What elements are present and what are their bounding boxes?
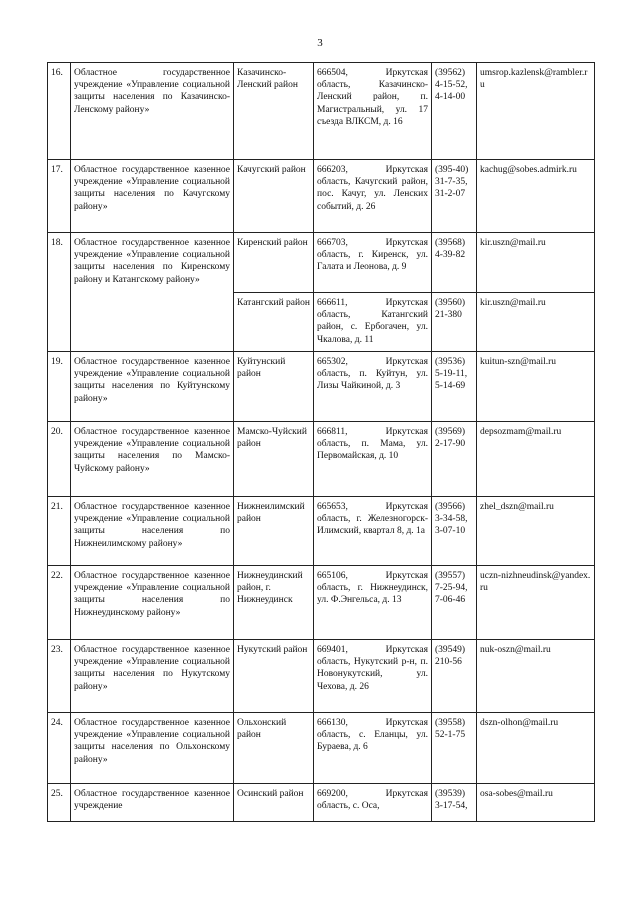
row-number: 18. — [48, 233, 71, 352]
institutions-table — [47, 62, 595, 822]
phone: (39566) 3-34-58, 3-07-10 — [432, 497, 477, 566]
institution-name: Областное государственное учреждение «Управление социальной защиты населения по Казачинско-Ленскому району» — [71, 63, 234, 160]
area-name: Мамско-Чуйский район — [234, 422, 314, 497]
address: 666203, Иркутская область, Качугский район, пос. Качуг, ул. Ленских событий, д. 26 — [314, 160, 432, 233]
email: nuk-oszn@mail.ru — [477, 640, 595, 713]
page-number: 3 — [317, 37, 323, 49]
phone: (39560) 21-380 — [432, 293, 477, 352]
address: 666703, Иркутская область, г. Киренск, ул. Галата и Леонова, д. 9 — [314, 233, 432, 293]
email: kir.uszn@mail.ru — [477, 293, 595, 352]
area-name: Нукутский район — [234, 640, 314, 713]
table-row — [48, 422, 595, 497]
row-number: 25. — [48, 784, 71, 822]
phone: (39549) 210-56 — [432, 640, 477, 713]
row-number: 21. — [48, 497, 71, 566]
row-number: 24. — [48, 713, 71, 784]
institution-name: Областное государственное казенное учреждение «Управление социальной защиты населения по Киренскому району и Катангскому району» — [71, 233, 234, 352]
table-row — [48, 784, 595, 822]
table-row — [48, 566, 595, 640]
address: 666811, Иркутская область, п. Мама, ул. Первомайская, д. 10 — [314, 422, 432, 497]
institution-name: Областное государственное казенное учреждение «Управление социальной защиты населения по Качугскому району» — [71, 160, 234, 233]
email: kuitun-szn@mail.ru — [477, 352, 595, 422]
table-row — [48, 713, 595, 784]
phone: (39539) 3-17-54, — [432, 784, 477, 822]
institution-name: Областное государственное казенное учреждение — [71, 784, 234, 822]
address: 665106, Иркутская область, г. Нижнеудинск, ул. Ф.Энгельса, д. 13 — [314, 566, 432, 640]
email: zhel_dszn@mail.ru — [477, 497, 595, 566]
row-number: 20. — [48, 422, 71, 497]
area-name: Киренский район — [234, 233, 314, 293]
row-number: 23. — [48, 640, 71, 713]
row-number: 16. — [48, 63, 71, 160]
institution-name: Областное государственное казенное учреждение «Управление социальной защиты населения по Нижнеудинскому району» — [71, 566, 234, 640]
table-row — [48, 63, 595, 160]
area-name: Катангский район — [234, 293, 314, 352]
row-number: 22. — [48, 566, 71, 640]
phone: (39569) 2-17-90 — [432, 422, 477, 497]
table-row — [48, 497, 595, 566]
address: 669200, Иркутская область, с. Оса, — [314, 784, 432, 822]
phone: (39558) 52-1-75 — [432, 713, 477, 784]
area-name: Куйтунский район — [234, 352, 314, 422]
institution-name: Областное государственное казенное учреждение «Управление социальной защиты населения по Нижнеилимскому району» — [71, 497, 234, 566]
email: uczn-nizhneudinsk@yandex.ru — [477, 566, 595, 640]
area-name: Осинский район — [234, 784, 314, 822]
table-row — [48, 352, 595, 422]
institution-name: Областное государственное казенное учреждение «Управление социальной защиты населения по Куйтунскому району» — [71, 352, 234, 422]
email: umsrop.kazlensk@rambler.ru — [477, 63, 595, 160]
email: depsozmam@mail.ru — [477, 422, 595, 497]
table-row — [48, 640, 595, 713]
row-number: 17. — [48, 160, 71, 233]
institution-name: Областное государственное казенное учреждение «Управление социальной защиты населения по Ольхонскому району» — [71, 713, 234, 784]
phone: (39562) 4-15-52, 4-14-00 — [432, 63, 477, 160]
phone: (39557) 7-25-94, 7-06-46 — [432, 566, 477, 640]
phone: (39536) 5-19-11, 5-14-69 — [432, 352, 477, 422]
address: 669401, Иркутская область, Нукутский р-н, п. Новонукутский, ул. Чехова, д. 26 — [314, 640, 432, 713]
address: 666611, Иркутская область, Катангский район, с. Ербогачен, ул. Чкалова, д. 11 — [314, 293, 432, 352]
phone: (39568) 4-39-82 — [432, 233, 477, 293]
phone: (395-40) 31-7-35, 31-2-07 — [432, 160, 477, 233]
institution-name: Областное государственное казенное учреждение «Управление социальной защиты населения по Мамско-Чуйскому району» — [71, 422, 234, 497]
address: 665653, Иркутская область, г. Железногорск-Илимский, квартал 8, д. 1а — [314, 497, 432, 566]
area-name: Казачинско-Ленский район — [234, 63, 314, 160]
address: 665302, Иркутская область, п. Куйтун, ул. Лизы Чайкиной, д. 3 — [314, 352, 432, 422]
email: dszn-olhon@mail.ru — [477, 713, 595, 784]
email: kir.uszn@mail.ru — [477, 233, 595, 293]
area-name: Нижнеудинский район, г. Нижнеудинск — [234, 566, 314, 640]
email: osa-sobes@mail.ru — [477, 784, 595, 822]
area-name: Качугский район — [234, 160, 314, 233]
email: kachug@sobes.admirk.ru — [477, 160, 595, 233]
institution-name: Областное государственное казенное учреждение «Управление социальной защиты населения по Нукутскому району» — [71, 640, 234, 713]
area-name: Ольхонский район — [234, 713, 314, 784]
address: 666130, Иркутская область, с. Еланцы, ул. Бураева, д. 6 — [314, 713, 432, 784]
area-name: Нижнеилимский район — [234, 497, 314, 566]
table-row — [48, 160, 595, 233]
address: 666504, Иркутская область, Казачинско-Ленский район, п. Магистральный, ул. 17 съезда ВЛКСМ, д. 16 — [314, 63, 432, 160]
row-number: 19. — [48, 352, 71, 422]
table-row — [48, 233, 595, 293]
